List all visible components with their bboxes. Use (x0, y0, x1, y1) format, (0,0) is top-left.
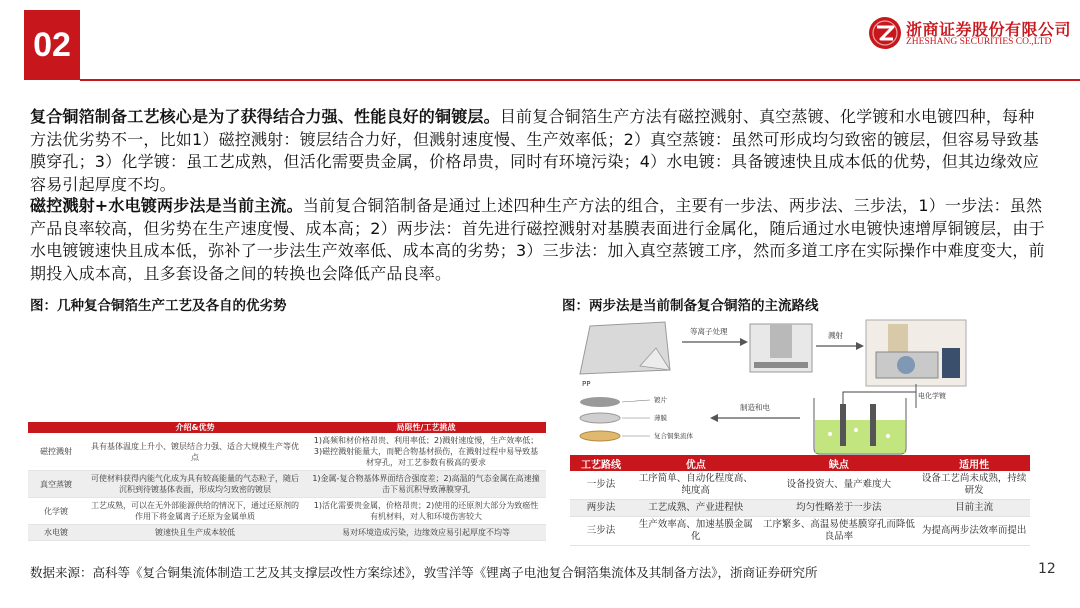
plasma-device-illustration (750, 324, 812, 372)
table-header: 局限性/工艺挑战 (306, 422, 546, 433)
arrow-head-icon (740, 338, 748, 346)
table-cell: 工艺成熟，可以在无外部能源供给的情况下，通过还原剂的作用下将金属离子还原为金属单质 (84, 498, 306, 525)
table-header-row (28, 422, 546, 433)
table-header: 优点 (632, 455, 759, 471)
process-comparison-table (28, 422, 546, 541)
table-row (28, 433, 546, 471)
table-row (570, 500, 1030, 517)
page-number: 12 (1038, 561, 1056, 577)
paragraph-lead: 复合铜箔制备工艺核心是为了获得结合力强、性能良好的铜镀层。 (30, 107, 500, 126)
layer-label-mid: 薄膜 (654, 414, 667, 422)
layer-label-bottom: 复合铜集流体 (654, 432, 693, 440)
figure-title-right: 图：两步法是当前制备复合铜箔的主流路线 (562, 298, 819, 314)
paragraph-process-core (30, 106, 1050, 196)
table-header: 缺点 (759, 455, 918, 471)
table-header: 适用性 (918, 455, 1030, 471)
table-header: 介绍&优势 (84, 422, 306, 433)
layer-stack-illustration (580, 397, 620, 441)
table-row (28, 498, 546, 525)
table-cell: 真空蒸镀 (28, 471, 84, 498)
layer-label-top: 镀片 (654, 396, 667, 404)
table-cell: 目前主流 (918, 500, 1030, 517)
paragraph-two-step (30, 195, 1050, 285)
paragraph-body: 目前复合铜箔生产方法有磁控溅射、真空蒸镀、化学镀和水电镀四种，每种方法优劣势不一，比如1）磁控溅射：镀层结合力好，但溅射速度慢、生产效率低；2）真空蒸镀：虽然可形成均匀致密的镀层，但容易导致基膜穿孔；3）化学镀：虽工艺成熟，但活化需要贵金属，价格昂贵，同时有环境污染；4）水电镀：具备镀速快且成本低的优势，但其边缘效应容易引起厚度不均。 (30, 107, 1039, 194)
table-row (570, 517, 1030, 546)
table-header (28, 422, 84, 433)
data-source-note: 数据来源：高科等《复合铜集流体制造工艺及其支撑层改性方案综述》，敦雪洋等《锂离子电池复合铜箔集流体及其制备方法》，浙商证券研究所 (30, 565, 818, 580)
pp-label: PP (582, 380, 591, 388)
table-cell: 一步法 (570, 471, 632, 500)
table-cell: 两步法 (570, 500, 632, 517)
company-logo (868, 16, 1072, 52)
figure-title-left: 图：几种复合铜箔生产工艺及各自的优劣势 (30, 298, 287, 314)
table-header: 工艺路线 (570, 455, 632, 471)
company-name-en: ZHESHANG SECURITIES CO.,LTD (906, 37, 1052, 47)
electroplating-tank-illustration (814, 392, 916, 454)
layer-leader (622, 400, 650, 402)
sputter-label: 溅射 (828, 331, 843, 340)
table-cell: 设备投资大、量产难度大 (759, 471, 918, 500)
table-cell: 工序繁多、高温易使基膜穿孔而降低良品率 (759, 517, 918, 546)
table-cell: 生产效率高、加速基膜金属化 (632, 517, 759, 546)
table-cell: 均匀性略差于一步法 (759, 500, 918, 517)
section-number-badge (24, 10, 80, 80)
pp-film-illustration (580, 322, 670, 374)
table-cell: 水电镀 (28, 525, 84, 541)
table-cell: 具有基体温度上升小、镀层结合力强、适合大规模生产等优点 (84, 433, 306, 471)
table-cell: 工艺成熟、产业进程快 (632, 500, 759, 517)
company-name-cn: 浙商证券股份有限公司 (906, 20, 1072, 39)
table-cell: 可使材料获得内能气化成为具有较高能量的气态粒子，随后沉积到待镀基体表面，形成均匀致密的镀层 (84, 471, 306, 498)
plasma-label: 等离子处理 (690, 327, 728, 336)
paragraph-lead: 磁控溅射+水电镀两步法是当前主流。 (30, 196, 303, 215)
header-divider (80, 79, 1080, 81)
sputter-machine-illustration (866, 320, 966, 386)
table-cell: 三步法 (570, 517, 632, 546)
table-cell: 易对环境造成污染，边缘效应易引起厚度不均等 (306, 525, 546, 541)
table-cell: 磁控溅射 (28, 433, 84, 471)
two-step-process-diagram (570, 318, 970, 456)
table-cell: 化学镀 (28, 498, 84, 525)
table-row (570, 471, 1030, 500)
zheshang-logo-icon (868, 16, 902, 50)
table-cell: 1)金属-复合物基体界面结合强度差；2)高温的气态金属在高速撞击下易沉积导致薄膜穿孔 (306, 471, 546, 498)
section-number: 02 (33, 25, 71, 64)
table-row (28, 525, 546, 541)
table-cell: 1)活化需要贵金属，价格昂贵；2)使用的还原剂大部分为致癌性有机材料，对人和环境伤害较大 (306, 498, 546, 525)
make-and-label: 制造和电 (740, 403, 770, 412)
table-cell: 工序简单、自动化程度高、纯度高 (632, 471, 759, 500)
paragraph-body: 当前复合铜箔制备是通过上述四种生产方法的组合，主要有一步法、两步法、三步法，1）一步法：虽然产品良率较高，但劣势在生产速度慢、成本高；2）两步法：首先进行磁控溅射对基膜表面进行金属化，随后通过水电镀快速增厚铜镀层，由于水电镀镀速快且成本低，弥补了一步法生产效率低、成本高的劣势；3）三步法：加入真空蒸镀工序，然而多道工序在实际操作中难度变大，前期投入成本高，且多套设备之间的转换也会降低产品良率。 (30, 196, 1045, 283)
arrow-head-icon (856, 342, 864, 350)
electroplating-label: 电化学镀 (918, 392, 946, 400)
table-cell: 1)高频和材价格昂贵、利用率低；2)溅射速度慢，生产效率低；3)磁控溅射能量大，而靶合物基材损伤，在溅射过程中易导致基材穿孔，对工艺参数有极高的要求 (306, 433, 546, 471)
table-cell: 镀速快且生产成本较低 (84, 525, 306, 541)
process-route-table (570, 455, 1030, 546)
arrow-head-icon (710, 414, 718, 422)
table-header-row (570, 455, 1030, 471)
table-cell: 为提高两步法效率而提出 (918, 517, 1030, 546)
table-cell: 设备工艺尚未成熟，持续研发 (918, 471, 1030, 500)
table-row (28, 471, 546, 498)
